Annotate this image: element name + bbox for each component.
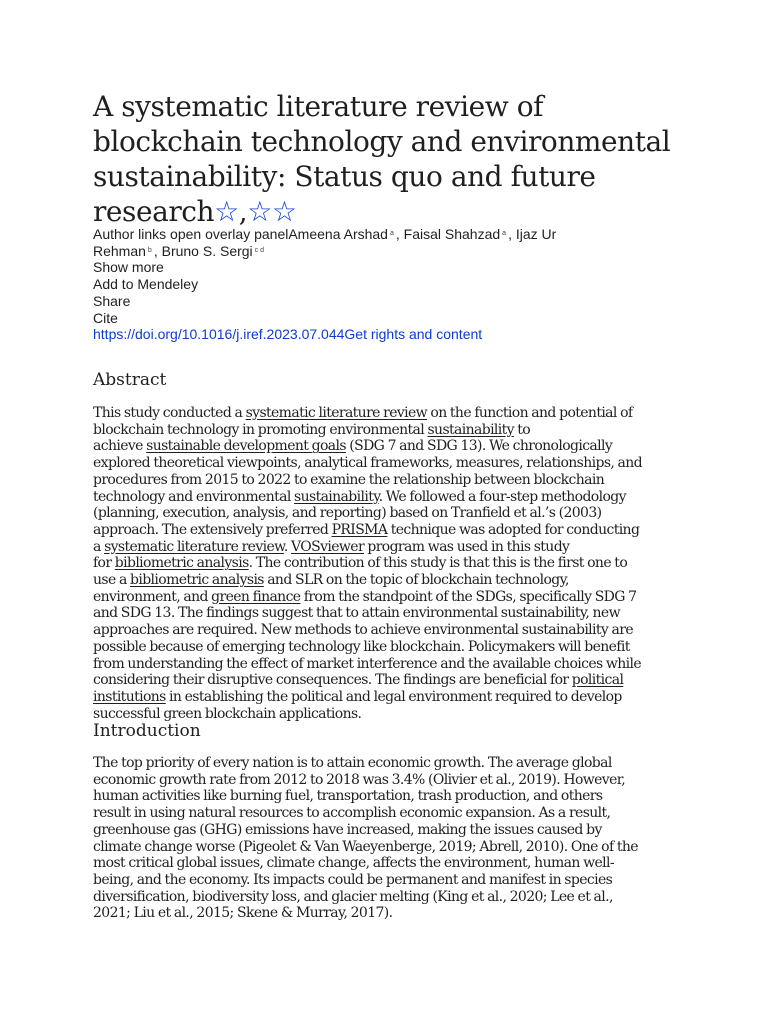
- title-line-4: research: [93, 195, 215, 228]
- title-line-3: sustainability: Status quo and future: [93, 160, 596, 193]
- text-line: possible because of emerging technology like blockchain. Policymakers will benefit: [93, 638, 630, 655]
- author-links-prefix[interactable]: Author links open overlay panel: [93, 226, 289, 242]
- text-run: use a: [93, 572, 131, 589]
- text-line: greenhouse gas (GHG) emissions have increased, making the issues caused by: [93, 821, 602, 838]
- link-systematic-literature-review[interactable]: systematic literature review: [104, 538, 284, 555]
- text-run: technology and environmental: [93, 488, 295, 505]
- text-run: approach. The extensively preferred: [93, 521, 332, 538]
- text-line: (planning, execution, analysis, and reporting) based on Tranfield et al.’s (2003): [93, 505, 602, 522]
- text-run: environment, and: [93, 588, 212, 605]
- text-line: explored theoretical viewpoints, analytical frameworks, measures, relationships, and: [93, 455, 643, 472]
- affiliation-marker: a: [389, 230, 394, 237]
- text-line: and SDG 13. The findings suggest that to attain environmental sustainability, new: [93, 605, 620, 622]
- article-meta: [93, 226, 653, 343]
- text-run: .: [283, 538, 292, 555]
- affiliation-marker: a: [502, 230, 507, 237]
- author-name-part[interactable]: Ijaz Ur: [515, 226, 557, 242]
- text-line: being, and the economy. Its impacts could be permanent and manifest in species: [93, 871, 613, 888]
- footnote-double-star-icon[interactable]: ☆☆: [247, 195, 297, 228]
- text-line: from understanding the effect of market interference and the available choices while: [93, 655, 642, 672]
- text-run: considering their disruptive consequences. The findings are beneficial for: [93, 672, 572, 689]
- link-green-finance[interactable]: green finance: [211, 588, 301, 605]
- add-to-mendeley-button[interactable]: Add to Mendeley: [93, 276, 199, 293]
- link-bibliometric-analysis[interactable]: bibliometric analysis: [114, 555, 249, 572]
- text-run: on the function and potential of: [427, 405, 633, 421]
- text-line: human activities like burning fuel, transportation, trash production, and others: [93, 788, 603, 805]
- share-button[interactable]: Share: [93, 292, 131, 309]
- text-run: for: [93, 555, 115, 572]
- text-run: (SDG 7 and SDG 13). We chronologically: [345, 438, 613, 455]
- author-name[interactable]: Ameena Arshad: [288, 226, 388, 242]
- link-sustainability[interactable]: sustainability: [427, 421, 514, 438]
- text-run: . We followed a four-step methodology: [378, 488, 626, 505]
- introduction-text: [93, 755, 683, 922]
- introduction-heading: Introduction: [93, 721, 201, 741]
- get-rights-link[interactable]: Get rights and content: [344, 326, 483, 343]
- text-run: program was used in this study: [364, 538, 570, 555]
- text-run: achieve: [93, 438, 147, 455]
- link-bibliometric-analysis[interactable]: bibliometric analysis: [130, 572, 264, 589]
- link-political-institutions[interactable]: institutions: [93, 688, 166, 705]
- title-comma: ,: [238, 195, 248, 228]
- author-name[interactable]: Bruno S. Sergi: [161, 242, 253, 259]
- link-vosviewer[interactable]: VOSviewer: [291, 538, 365, 555]
- article-title: [93, 89, 733, 229]
- link-sustainable-development-goals[interactable]: sustainable development goals: [146, 438, 346, 455]
- text-line: procedures from 2015 to 2022 to examine the relationship between blockchain: [93, 471, 605, 488]
- text-run: This study conducted a: [93, 405, 246, 421]
- link-political-institutions[interactable]: political: [571, 672, 624, 689]
- text-line: economic growth rate from 2012 to 2018 was 3.4% (Olivier et al., 2019). However,: [93, 771, 626, 788]
- author-line-2: Rehman $^b$ , Bruno S. Sergi $^{c d}$: [93, 242, 265, 259]
- text-run: in establishing the political and legal environment required to develop: [165, 688, 622, 705]
- author-line-1: Author links open overlay panelAmeena Arshad $^a$ , Faisal Shahzad $^a$ , Ijaz Ur: [93, 226, 557, 242]
- text-line: 2021; Liu et al., 2015; Skene & Murray, 2017).: [93, 905, 393, 922]
- title-line-1: A systematic literature review of: [93, 90, 544, 123]
- text-run: blockchain technology in promoting environmental: [93, 421, 428, 438]
- abstract-heading: Abstract: [93, 370, 167, 390]
- link-sustainability[interactable]: sustainability: [294, 488, 379, 505]
- doi-link[interactable]: https://doi.org/10.1016/j.iref.2023.07.044: [93, 326, 345, 343]
- author-name[interactable]: Faisal Shahzad: [403, 226, 501, 242]
- text-run: technique was adopted for conducting: [387, 521, 640, 538]
- show-more-button[interactable]: Show more: [93, 259, 164, 276]
- footnote-star-icon[interactable]: ☆: [214, 195, 239, 228]
- text-line: result in using natural resources to accomplish economic expansion. As a result,: [93, 805, 611, 822]
- text-run: from the standpoint of the SDGs, specifically SDG 7: [300, 588, 637, 605]
- abstract-text: [93, 405, 683, 722]
- link-prisma[interactable]: PRISMA: [331, 521, 388, 538]
- text-line: climate change worse (Pigeolet & Van Waeyenberge, 2019; Abrell, 2010). One of the: [93, 838, 638, 855]
- text-run: and SLR on the topic of blockchain technology,: [263, 572, 569, 589]
- doi-line: [93, 326, 653, 343]
- text-run: a: [93, 538, 105, 555]
- link-systematic-literature-review[interactable]: systematic literature review: [245, 405, 428, 421]
- text-line: diversification, biodiversity loss, and glacier melting (King et al., 2020; Lee et al.,: [93, 888, 613, 905]
- cite-button[interactable]: Cite: [93, 309, 118, 326]
- text-line: successful green blockchain applications.: [93, 705, 362, 722]
- affiliation-marker: c d: [254, 246, 265, 254]
- title-line-2: blockchain technology and environmental: [93, 125, 671, 158]
- text-line: most critical global issues, climate change, affects the environment, human well-: [93, 855, 614, 872]
- text-line: The top priority of every nation is to attain economic growth. The average global: [93, 755, 612, 771]
- affiliation-marker: b: [147, 246, 152, 254]
- text-line: approaches are required. New methods to achieve environmental sustainability are: [93, 622, 633, 639]
- text-run: . The contribution of this study is that this is the first one to: [248, 555, 628, 572]
- text-run: to: [513, 421, 531, 438]
- author-name-part[interactable]: Rehman: [93, 242, 146, 259]
